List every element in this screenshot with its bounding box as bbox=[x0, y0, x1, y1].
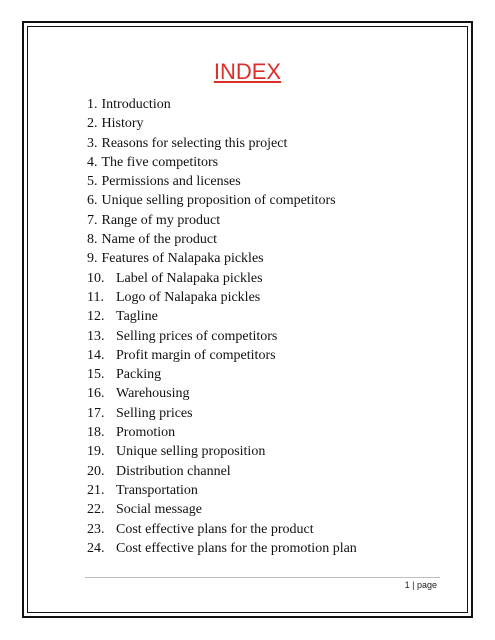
index-item bbox=[87, 327, 457, 346]
index-item-label: Transportation bbox=[116, 482, 198, 498]
index-item bbox=[87, 404, 457, 423]
index-item-number: 24. bbox=[87, 540, 105, 556]
footer-divider bbox=[85, 577, 440, 578]
index-item-label: The five competitors bbox=[101, 154, 219, 170]
index-item bbox=[87, 520, 457, 539]
index-item-number: 5. bbox=[87, 174, 98, 190]
index-item-number: 11. bbox=[87, 289, 104, 305]
index-item-number: 8. bbox=[87, 232, 98, 248]
index-item-number: 7. bbox=[87, 212, 98, 228]
index-item-number: 14. bbox=[87, 347, 105, 363]
index-item-number: 19. bbox=[87, 444, 105, 460]
index-item bbox=[87, 481, 457, 500]
page-number: 1 | page bbox=[404, 580, 437, 590]
index-item-number: 9. bbox=[87, 251, 98, 267]
index-item-number: 1. bbox=[87, 97, 98, 112]
index-item-label: Social message bbox=[116, 502, 202, 518]
index-item-label: Introduction bbox=[101, 97, 171, 112]
index-item-label: Profit margin of competitors bbox=[116, 347, 276, 363]
index-item bbox=[87, 365, 457, 384]
index-item-label: Label of Nalapaka pickles bbox=[116, 270, 263, 286]
index-item-number: 17. bbox=[87, 405, 105, 421]
index-item bbox=[87, 462, 457, 481]
index-item bbox=[87, 172, 457, 191]
index-item-number: 20. bbox=[87, 463, 105, 479]
index-item-number: 4. bbox=[87, 154, 98, 170]
index-item-label: Tagline bbox=[116, 309, 158, 325]
index-item-label: Range of my product bbox=[101, 212, 221, 228]
index-item-label: Cost effective plans for the product bbox=[116, 521, 314, 537]
index-item-label: Features of Nalapaka pickles bbox=[101, 251, 264, 267]
index-item-label: Warehousing bbox=[116, 386, 190, 402]
index-item bbox=[87, 269, 457, 288]
index-item bbox=[87, 230, 457, 249]
index-item bbox=[87, 346, 457, 365]
index-item bbox=[87, 134, 457, 153]
index-item-number: 12. bbox=[87, 309, 105, 325]
index-item-label: Permissions and licenses bbox=[101, 174, 241, 190]
index-item bbox=[87, 288, 457, 307]
index-item bbox=[87, 114, 457, 133]
index-item-number: 2. bbox=[87, 116, 98, 132]
index-item-label: Logo of Nalapaka pickles bbox=[116, 289, 261, 305]
index-item-label: Unique selling proposition of competitors bbox=[101, 193, 336, 209]
index-item-number: 3. bbox=[87, 135, 98, 151]
index-item-label: Reasons for selecting this project bbox=[101, 135, 288, 151]
index-item-label: Distribution channel bbox=[116, 463, 231, 479]
index-item-number: 21. bbox=[87, 482, 105, 498]
index-item-label: Selling prices of competitors bbox=[116, 328, 278, 344]
index-item bbox=[87, 307, 457, 326]
index-item bbox=[87, 95, 457, 114]
index-item bbox=[87, 384, 457, 403]
page-title bbox=[0, 58, 495, 86]
index-item bbox=[87, 191, 457, 210]
index-item-number: 16. bbox=[87, 386, 105, 402]
index-item bbox=[87, 211, 457, 230]
index-item-number: 10. bbox=[87, 270, 105, 286]
index-item-number: 22. bbox=[87, 502, 105, 518]
index-item-number: 13. bbox=[87, 328, 105, 344]
index-item bbox=[87, 423, 457, 442]
index-item-label: Name of the product bbox=[101, 232, 217, 248]
index-item bbox=[87, 442, 457, 461]
index-item bbox=[87, 249, 457, 268]
index-item-label: History bbox=[101, 116, 144, 132]
index-item-label: Selling prices bbox=[116, 405, 193, 421]
index-item-label: Promotion bbox=[116, 425, 176, 441]
index-item bbox=[87, 500, 457, 519]
index-item bbox=[87, 153, 457, 172]
index-item-number: 6. bbox=[87, 193, 98, 209]
index-item-number: 23. bbox=[87, 521, 105, 537]
index-heading: INDEX bbox=[213, 59, 282, 84]
index-item bbox=[87, 539, 457, 558]
index-item-label: Cost effective plans for the promotion plan bbox=[116, 540, 357, 556]
index-item-label: Unique selling proposition bbox=[116, 444, 266, 460]
index-item-number: 18. bbox=[87, 425, 105, 441]
index-list bbox=[87, 95, 457, 558]
index-item-number: 15. bbox=[87, 367, 105, 383]
index-item-label: Packing bbox=[116, 367, 162, 383]
